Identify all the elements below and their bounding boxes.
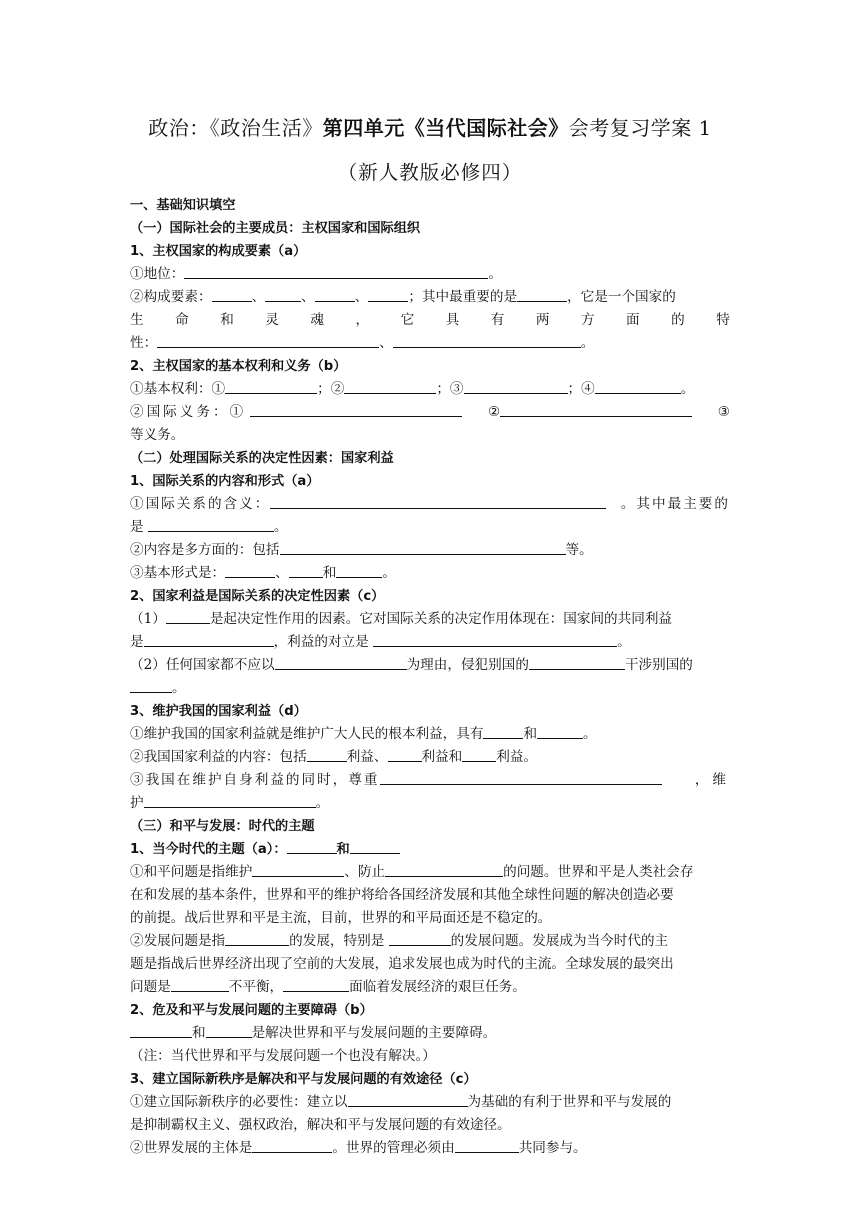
topic-heading: 2、主权国家的基本权利和义务（b） [130, 359, 347, 374]
blank[interactable] [380, 769, 662, 785]
blank[interactable] [212, 286, 252, 302]
worksheet-line: ②国际义务：① ② ③ [130, 401, 730, 424]
title-prefix: 政治：《政治生活》 [148, 116, 323, 140]
worksheet-line: 和 是解决世界和平与发展问题的主要障碍。 [130, 1022, 730, 1045]
topic-heading: 2、危及和平与发展问题的主要障碍（b） [130, 1003, 373, 1018]
topic-heading: 2、国家利益是国际关系的决定性因素（c） [130, 589, 385, 604]
blank[interactable] [529, 654, 625, 670]
topic-heading: 1、当今时代的主题（a）： 和 [130, 838, 730, 861]
subsection-heading: （三）和平与发展：时代的主题 [130, 819, 315, 834]
blank[interactable] [171, 976, 229, 992]
worksheet-line: ②构成要素： 、 、 、 ；其中最重要的是 ，它是一个国家的 [130, 286, 730, 309]
blank[interactable] [336, 562, 382, 578]
blank[interactable] [283, 976, 349, 992]
worksheet-line: 性： 、 。 [130, 332, 730, 355]
blank[interactable] [252, 861, 344, 877]
blank[interactable] [225, 562, 275, 578]
section-heading: 一、基础知识填空 [130, 198, 236, 213]
blank[interactable] [385, 861, 503, 877]
blank[interactable] [289, 562, 323, 578]
blank[interactable] [455, 1137, 519, 1153]
blank[interactable] [388, 746, 422, 762]
blank[interactable] [265, 286, 301, 302]
title-suffix: 会考复习学案 1 [568, 116, 712, 140]
topic-heading: 1、国际关系的内容和形式（a） [130, 474, 320, 489]
blank[interactable] [270, 493, 606, 509]
worksheet-line: 。 [130, 677, 730, 700]
blank[interactable] [148, 516, 274, 532]
blank[interactable] [393, 332, 581, 348]
blank[interactable] [275, 654, 407, 670]
blank[interactable] [252, 1137, 332, 1153]
blank[interactable] [225, 930, 289, 946]
worksheet-line: 题是指战后世界经济出现了空前的大发展，追求发展也成为时代的主流。全球发展的最突出 [130, 956, 674, 972]
topic-heading: 1、主权国家的构成要素（a） [130, 244, 307, 259]
blank[interactable] [464, 378, 568, 394]
worksheet-line: ①建立国际新秩序的必要性：建立以 为基础的有利于世界和平与发展的 [130, 1091, 730, 1114]
blank[interactable] [315, 286, 355, 302]
worksheet-line: （1） 是起决定性作用的因素。它对国际关系的决定作用体现在：国家间的共同利益 [130, 608, 730, 631]
topic-heading: 3、建立国际新秩序是解决和平与发展问题的有效途径（c） [130, 1072, 477, 1087]
justified-line: 生 命 和 灵 魂 ， 它 具 有 两 方 面 的 特 [130, 312, 730, 328]
blank[interactable] [206, 1022, 252, 1038]
worksheet-line: ①地位： 。 [130, 263, 730, 286]
worksheet-line: 的前提。战后世界和平是主流，目前，世界的和平局面还是不稳定的。 [130, 910, 552, 926]
topic-heading: 3、维护我国的国家利益（d） [130, 704, 307, 719]
worksheet-line: ②我国国家利益的内容：包括 利益、 利益和 利益。 [130, 746, 730, 769]
worksheet-line: 是 。 [130, 516, 730, 539]
worksheet-line: 在和发展的基本条件，世界和平的维护将给各国经济发展和其他全球性问题的解决创造必要 [130, 887, 674, 903]
worksheet-line: 是抑制霸权主义、强权政治，解决和平与发展问题的有效途径。 [130, 1117, 511, 1133]
blank[interactable] [595, 378, 681, 394]
blank[interactable] [389, 930, 451, 946]
page-title [0, 112, 860, 141]
page-subtitle: （新人教版必修四） [337, 161, 523, 184]
blank[interactable] [184, 263, 488, 279]
blank[interactable] [483, 723, 523, 739]
worksheet-line: ①和平问题是指维护 、防止 的问题。世界和平是人类社会存 [130, 861, 730, 884]
blank[interactable] [166, 608, 210, 624]
subsection-heading: （二）处理国际关系的决定性因素：国家利益 [130, 451, 394, 466]
worksheet-line: 等义务。 [130, 427, 185, 443]
blank[interactable] [287, 838, 337, 854]
worksheet-line: 问题是 不平衡， 面临着发展经济的艰巨任务。 [130, 976, 730, 999]
worksheet-content [130, 194, 730, 1160]
blank[interactable] [537, 723, 583, 739]
worksheet-line: ③我国在维护自身利益的同时，尊重 ，维 [130, 769, 730, 792]
blank[interactable] [250, 401, 462, 417]
blank[interactable] [373, 631, 617, 647]
worksheet-line: 是 ，利益的对立是 。 [130, 631, 730, 654]
worksheet-line: ②发展问题是指 的发展，特别是 的发展问题。发展成为当今时代的主 [130, 930, 730, 953]
worksheet-line: ③基本形式是： 、 和 。 [130, 562, 730, 585]
worksheet-line: ②内容是多方面的：包括 等。 [130, 539, 730, 562]
worksheet-line: 护 。 [130, 792, 730, 815]
blank[interactable] [350, 838, 400, 854]
worksheet-line: （注：当代世界和平与发展问题一个也没有解决。） [130, 1048, 436, 1064]
blank[interactable] [130, 1022, 192, 1038]
blank[interactable] [344, 378, 436, 394]
worksheet-line: ①国际关系的含义： 。其中最主要的 [130, 493, 730, 516]
blank[interactable] [130, 677, 172, 693]
title-unit: 第四单元《当代国际社会》 [322, 116, 569, 140]
blank[interactable] [144, 792, 316, 808]
subsection-heading: （一）国际社会的主要成员：主权国家和国际组织 [130, 221, 421, 236]
worksheet-line: （2）任何国家都不应以 为理由，侵犯别国的 干涉别国的 [130, 654, 730, 677]
blank[interactable] [280, 539, 566, 555]
blank[interactable] [517, 286, 567, 302]
blank[interactable] [348, 1091, 468, 1107]
blank[interactable] [144, 631, 274, 647]
blank[interactable] [462, 746, 496, 762]
blank[interactable] [368, 286, 408, 302]
blank[interactable] [500, 401, 692, 417]
worksheet-line: ②世界发展的主体是 。世界的管理必须由 共同参与。 [130, 1137, 730, 1160]
worksheet-line: ①基本权利：① ；② ；③ ；④ 。 [130, 378, 730, 401]
blank[interactable] [157, 332, 379, 348]
blank[interactable] [225, 378, 317, 394]
blank[interactable] [307, 746, 347, 762]
worksheet-line: ①维护我国的国家利益就是维护广大人民的根本利益，具有 和 。 [130, 723, 730, 746]
